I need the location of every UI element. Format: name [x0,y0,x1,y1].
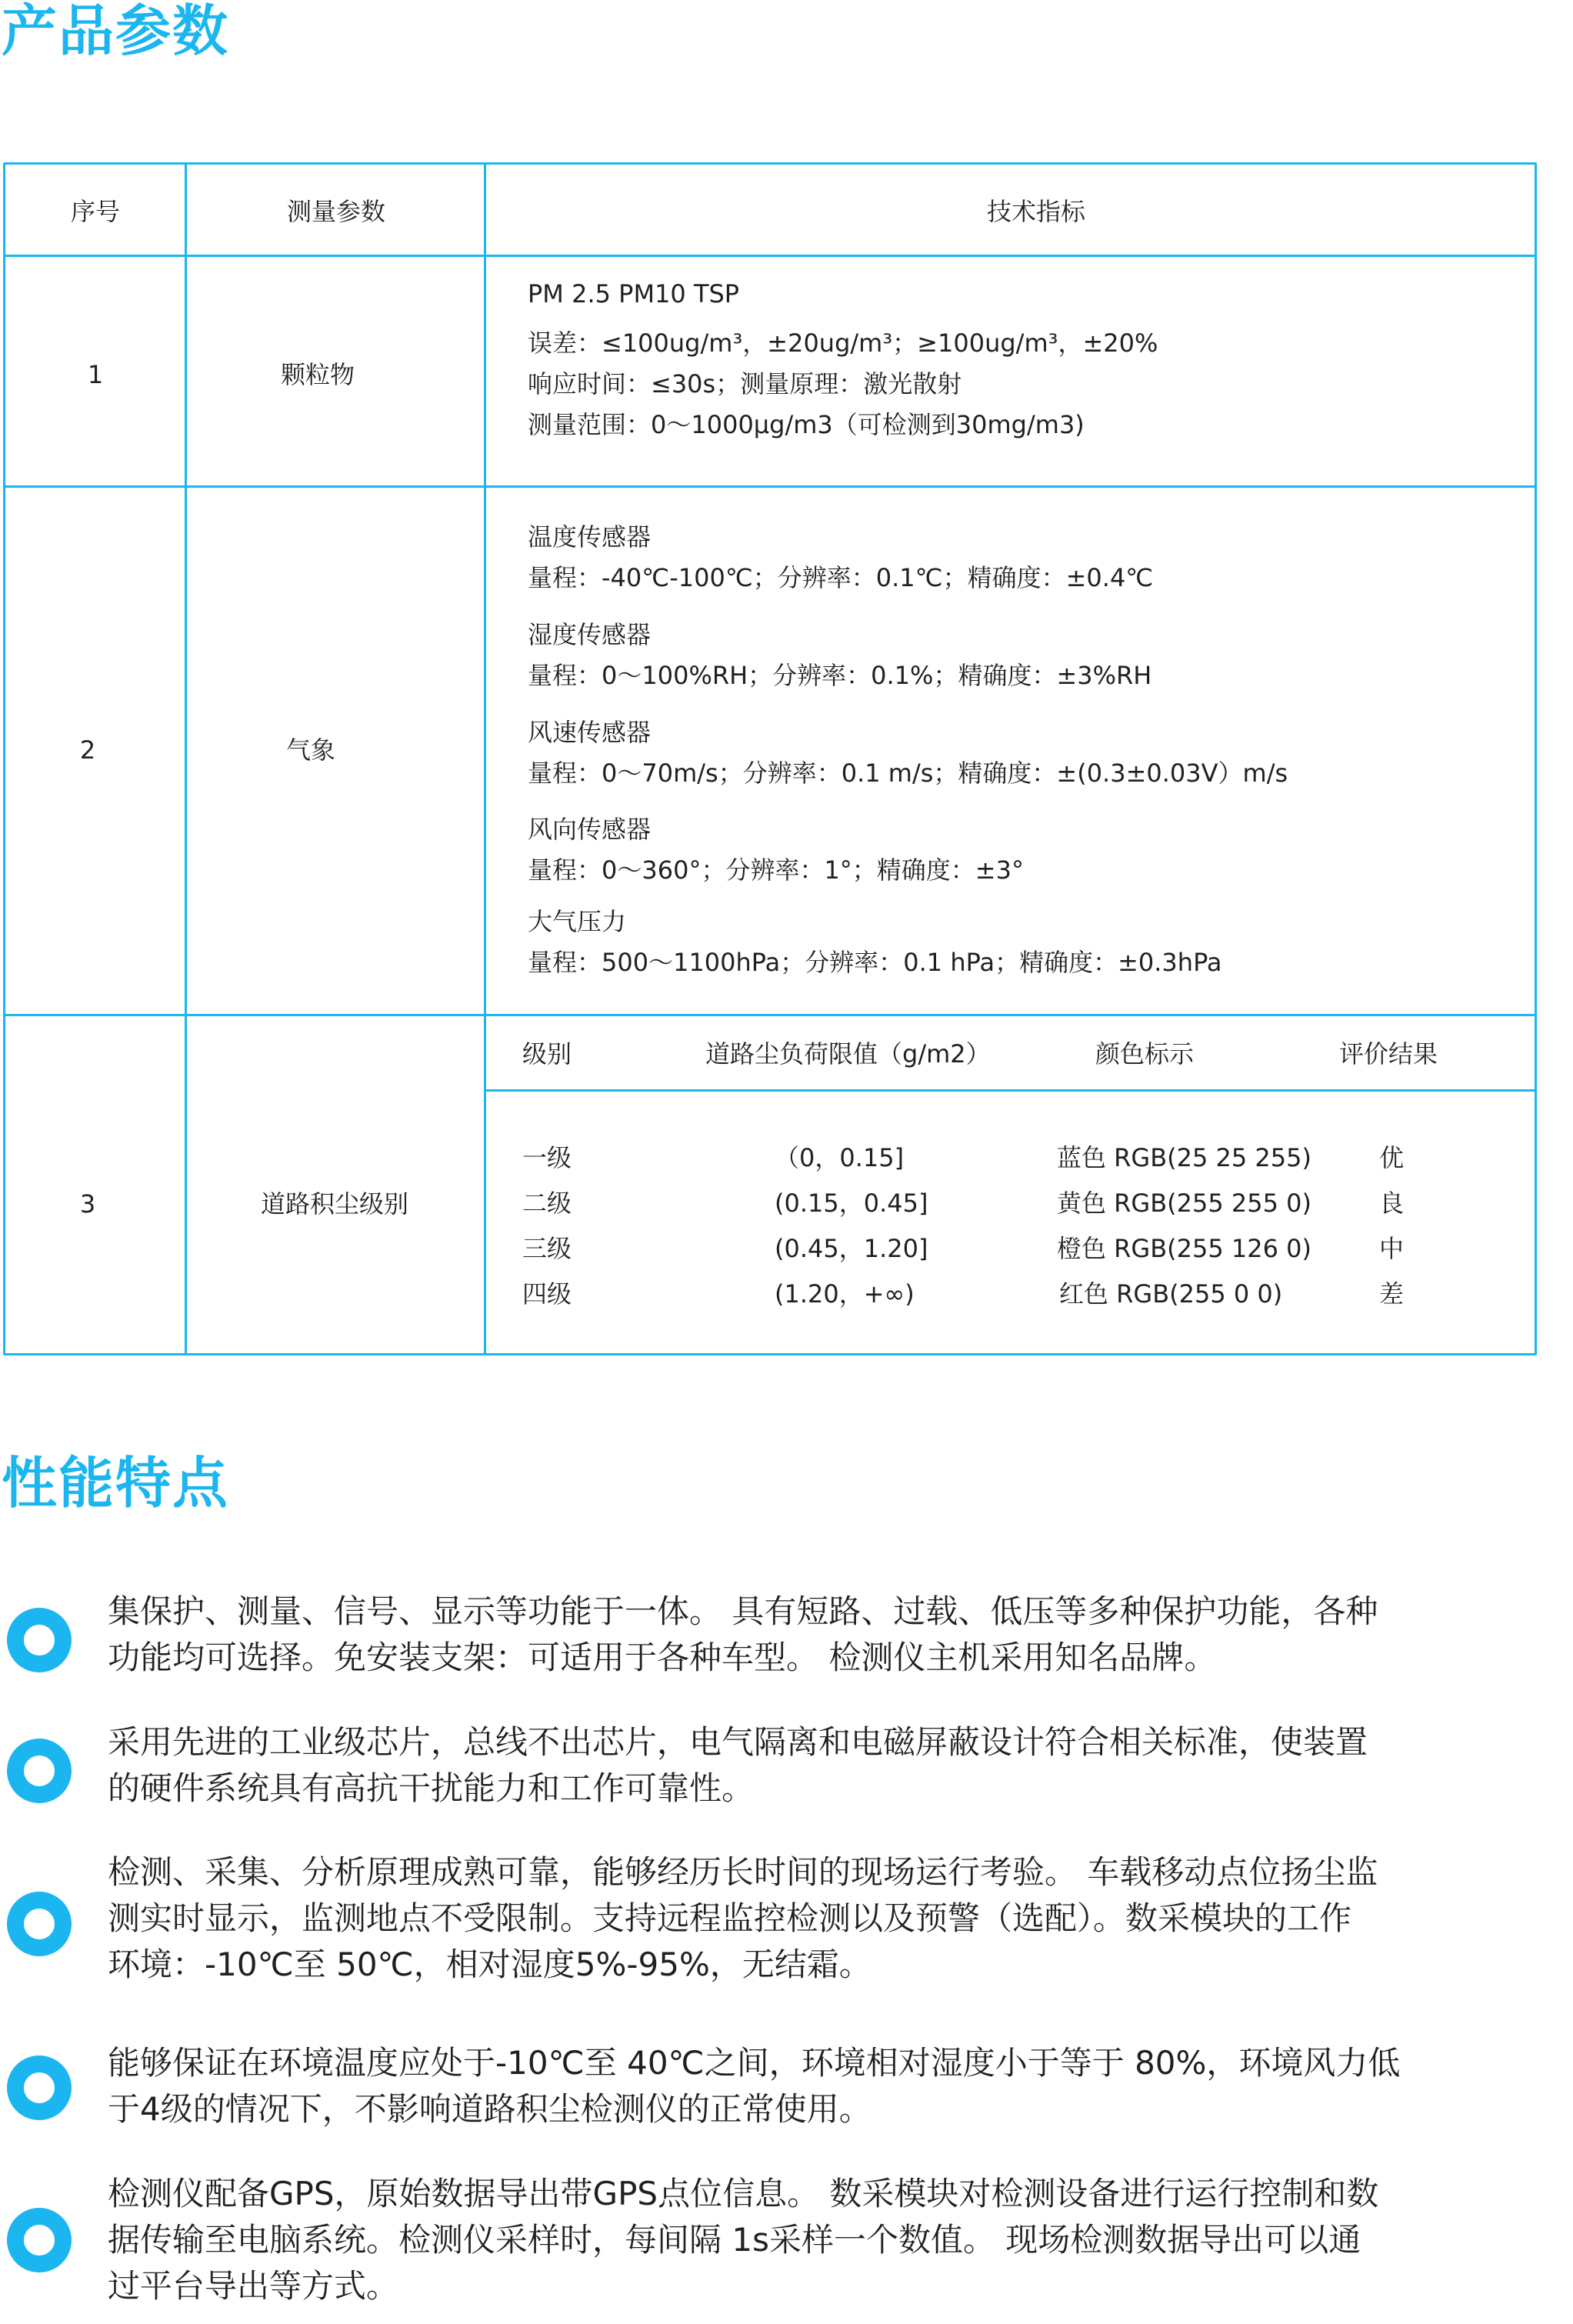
feature-line: 采用先进的工业级芯片，总线不出芯片，电气隔离和电磁屏蔽设计符合相关标准，使装置 [108,1723,1368,1761]
grade-level: 四级 [522,1279,572,1309]
features-section-title: 性能特点 [2,1451,230,1515]
row-parameter: 颗粒物 [280,360,355,389]
table-divider [484,165,486,1353]
spec-line: 误差：≤100ug/m³，±20ug/m³；≥100ug/m³，±20% [528,328,1158,358]
feature-line: 环境：-10℃至 50℃，相对湿度5%-95%，无结霜。 [108,1946,871,1983]
table-divider [5,255,1535,257]
spec-line: 湿度传感器 [528,620,652,649]
row-index: 1 [87,360,104,389]
grade-result: 差 [1379,1279,1405,1309]
params-section-title: 产品参数 [2,0,230,63]
spec-line: 温度传感器 [528,522,652,552]
grade-result: 中 [1379,1234,1405,1263]
grade-header-color: 颜色标示 [1095,1039,1195,1069]
grade-level: 三级 [522,1234,572,1263]
feature-line: 检测、采集、分析原理成熟可靠，能够经历长时间的现场运行考验。 车载移动点位扬尘监 [108,1853,1378,1891]
ring-bullet-icon [7,1739,72,1803]
spec-line: PM 2.5 PM10 TSP [528,279,740,308]
spec-line: 量程：0～360°；分辨率：1°；精确度：±3° [528,855,1024,885]
grade-range: （0，0.15] [775,1143,905,1172]
header-spec: 技术指标 [986,197,1086,226]
spec-line: 风速传感器 [528,718,652,747]
spec-line: 风向传感器 [528,815,652,844]
feature-line: 测实时显示，监测地点不受限制。支持远程监控检测以及预警（选配）。数采模块的工作 [108,1899,1352,1937]
table-divider [5,1014,1535,1016]
ring-bullet-icon [7,2056,72,2120]
header-parameter: 测量参数 [286,197,386,226]
spec-line: 量程：500～1100hPa；分辨率：0.1 hPa；精确度：±0.3hPa [528,948,1222,977]
table-divider [185,165,187,1353]
spec-line: 量程：0～70m/s；分辨率：0.1 m/s；精确度：±(0.3±0.03V）m/s [528,759,1288,788]
grade-header-limit: 道路尘负荷限值（g/m2） [705,1039,991,1069]
grade-range: (0.45，1.20] [775,1234,928,1263]
feature-line: 集保护、测量、信号、显示等功能于一体。 具有短路、过载、低压等多种保护功能，各种 [108,1592,1378,1630]
grade-header-level: 级别 [522,1039,572,1069]
grade-color: 黄色 RGB(255 255 0) [1057,1189,1311,1218]
spec-line: 量程：0～100%RH；分辨率：0.1%；精确度：±3%RH [528,661,1152,690]
spec-line: 响应时间：≤30s；测量原理：激光散射 [528,369,962,398]
grade-result: 优 [1379,1143,1405,1172]
grade-color: 橙色 RGB(255 126 0) [1057,1234,1311,1263]
feature-line: 功能均可选择。免安装支架：可适用于各种车型。 检测仪主机采用知名品牌。 [108,1639,1217,1676]
feature-line: 过平台导出等方式。 [108,2267,399,2305]
grade-level: 一级 [522,1143,572,1172]
grade-range: (0.15，0.45] [775,1189,928,1218]
spec-line: 大气压力 [528,907,627,936]
header-index: 序号 [70,197,121,226]
row-parameter: 道路积尘级别 [260,1189,409,1219]
feature-line: 于4级的情况下，不影响道路积尘检测仪的正常使用。 [108,2090,871,2128]
grade-result: 良 [1379,1189,1405,1218]
grade-color: 蓝色 RGB(25 25 255) [1057,1143,1311,1172]
grade-range: (1.20，+∞) [775,1279,915,1309]
grade-header-result: 评价结果 [1339,1039,1438,1069]
row-index: 3 [79,1189,96,1219]
row-parameter: 气象 [285,735,336,765]
grade-color: 红色 RGB(255 0 0) [1059,1279,1283,1309]
row-index: 2 [79,735,96,765]
spec-table [3,162,1537,1355]
feature-line: 能够保证在环境温度应处于-10℃至 40℃之间，环境相对湿度小于等于 80%，环境风力低 [108,2044,1401,2082]
feature-line: 据传输至电脑系统。检测仪采样时，每间隔 1s采样一个数值。 现场检测数据导出可以通 [108,2221,1361,2259]
spec-line: 测量范围：0～1000µg/m3（可检测到30mg/m3) [528,410,1085,439]
feature-line: 检测仪配备GPS，原始数据导出带GPS点位信息。 数采模块对检测设备进行运行控制和数 [108,2175,1379,2212]
feature-line: 的硬件系统具有高抗干扰能力和工作可靠性。 [108,1769,755,1807]
spec-line: 量程：-40℃-100℃；分辨率：0.1℃；精确度：±0.4℃ [528,563,1154,592]
table-divider [484,1089,1535,1092]
table-divider [5,485,1535,488]
ring-bullet-icon [7,2208,72,2272]
ring-bullet-icon [7,1608,72,1672]
grade-level: 二级 [522,1189,572,1218]
ring-bullet-icon [7,1892,72,1956]
